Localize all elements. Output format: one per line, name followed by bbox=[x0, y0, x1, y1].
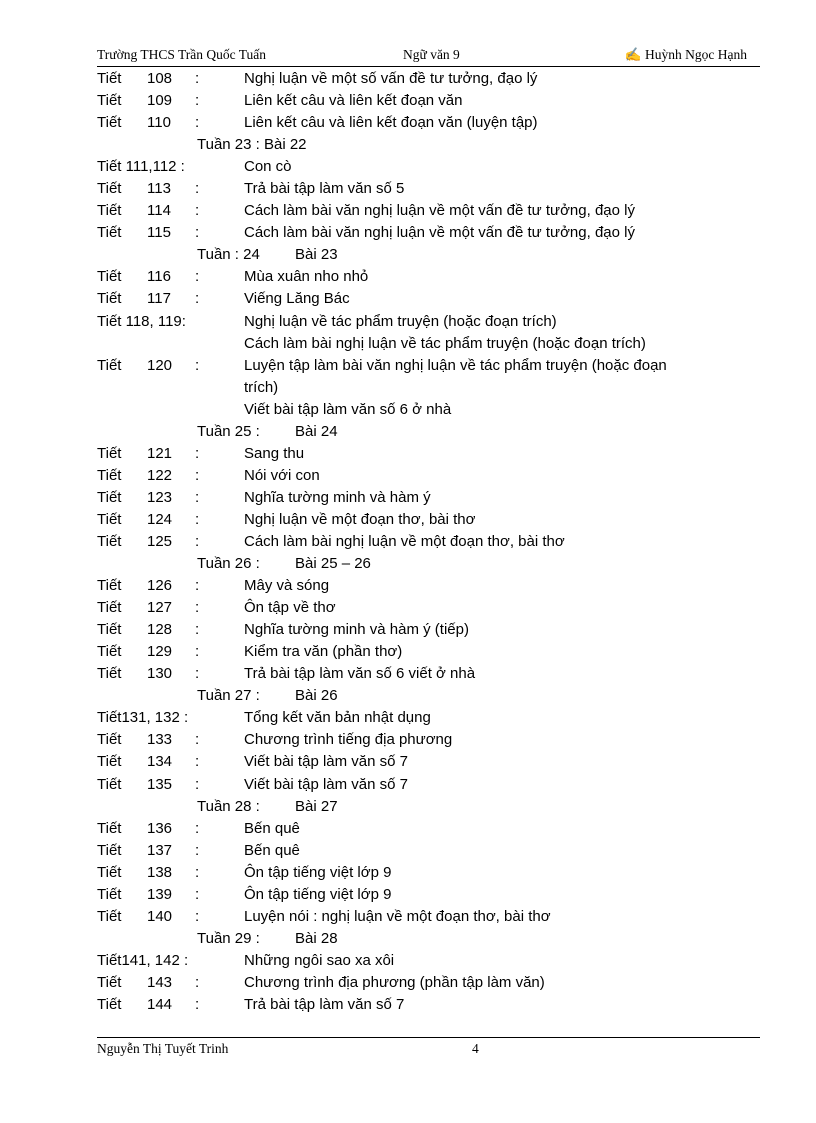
lesson-row bbox=[97, 465, 760, 487]
bai-label: Bài 26 bbox=[295, 687, 338, 705]
lesson-tiet-label: Tiết bbox=[97, 731, 122, 749]
lesson-title: Nghĩa tường minh và hàm ý bbox=[244, 488, 431, 506]
lesson-tiet-label: Tiết bbox=[97, 973, 122, 991]
lesson-title: Ôn tập tiếng việt lớp 9 bbox=[244, 885, 392, 903]
lesson-tiet-label: Tiết bbox=[97, 92, 122, 110]
lesson-colon: : bbox=[195, 268, 200, 286]
lesson-number: 129 bbox=[147, 643, 173, 661]
lesson-title: Bến quê bbox=[244, 841, 300, 859]
header-author: ✍ Huỳnh Ngọc Hạnh bbox=[624, 47, 747, 62]
lesson-number: 116 bbox=[147, 268, 171, 286]
lesson-number: 140 bbox=[147, 907, 173, 925]
lesson-colon: : bbox=[195, 599, 200, 617]
lesson-title: Trả bài tập làm văn số 6 viết ở nhà bbox=[244, 665, 476, 683]
week-heading-row bbox=[97, 134, 760, 156]
lesson-number: 124 bbox=[147, 510, 173, 528]
lesson-number: 138 bbox=[147, 863, 173, 881]
lesson-colon: : bbox=[195, 995, 200, 1013]
lesson-colon: : bbox=[195, 841, 200, 859]
lesson-number: 137 bbox=[147, 841, 173, 859]
lesson-tiet-label: Tiết bbox=[97, 665, 122, 683]
week-heading-row bbox=[97, 685, 760, 707]
lesson-colon: : bbox=[195, 70, 200, 87]
lesson-title: Trả bài tập làm văn số 5 bbox=[244, 180, 405, 198]
bai-label: Bài 25 – 26 bbox=[295, 555, 371, 573]
lesson-tiet-label: Tiết bbox=[97, 114, 122, 132]
lesson-combined-label: Tiết 111,112 : bbox=[97, 158, 185, 176]
lesson-tiet-label: Tiết bbox=[97, 356, 122, 374]
lesson-title: Viết bài tập làm văn số 7 bbox=[244, 753, 408, 771]
lesson-title: Cách làm bài nghị luận về một đoạn thơ, bài thơ bbox=[244, 532, 565, 550]
lesson-row bbox=[97, 884, 760, 906]
lesson-continuation-row bbox=[97, 377, 760, 399]
week-label: Tuần 27 : bbox=[197, 687, 260, 705]
lesson-row bbox=[97, 994, 760, 1016]
lesson-title: Kiểm tra văn (phần thơ) bbox=[244, 643, 403, 661]
lesson-number: 109 bbox=[147, 92, 173, 110]
bai-label: Bài 28 bbox=[295, 929, 338, 947]
lesson-number: 122 bbox=[147, 466, 173, 484]
lesson-colon: : bbox=[195, 466, 200, 484]
lesson-tiet-label: Tiết bbox=[97, 180, 122, 198]
week-heading-row bbox=[97, 421, 760, 443]
lesson-row bbox=[97, 200, 760, 222]
header-school: Trường THCS Trần Quốc Tuấn bbox=[97, 47, 267, 62]
header-subject: Ngữ văn 9 bbox=[403, 47, 460, 62]
lesson-tiet-label: Tiết bbox=[97, 290, 122, 308]
lesson-number: 113 bbox=[147, 180, 171, 198]
lesson-row bbox=[97, 972, 760, 994]
lesson-number: 135 bbox=[147, 775, 173, 793]
lesson-tiet-label: Tiết bbox=[97, 268, 122, 286]
lesson-colon: : bbox=[195, 290, 200, 308]
lesson-title: Viếng Lăng Bác bbox=[244, 290, 350, 308]
lesson-number: 110 bbox=[147, 114, 171, 132]
lesson-combined-label: Tiết141, 142 : bbox=[97, 951, 189, 969]
page-number: 4 bbox=[472, 1041, 479, 1056]
lesson-colon: : bbox=[195, 180, 200, 198]
lesson-row bbox=[97, 266, 760, 288]
lesson-tiet-label: Tiết bbox=[97, 863, 122, 881]
lesson-list bbox=[97, 68, 760, 1016]
lesson-colon: : bbox=[195, 532, 200, 550]
week-label: Tuần 25 : bbox=[197, 422, 260, 440]
lesson-number: 144 bbox=[147, 995, 173, 1013]
lesson-row bbox=[97, 575, 760, 597]
lesson-row bbox=[97, 90, 760, 112]
lesson-title: Viết bài tập làm văn số 7 bbox=[244, 775, 408, 793]
lesson-title: trích) bbox=[244, 378, 279, 396]
week-heading-row bbox=[97, 796, 760, 818]
lesson-colon: : bbox=[195, 577, 200, 595]
lesson-row bbox=[97, 443, 760, 465]
week-heading-row bbox=[97, 244, 760, 266]
lesson-row bbox=[97, 311, 760, 333]
lesson-number: 126 bbox=[147, 577, 173, 595]
lesson-row bbox=[97, 862, 760, 884]
lesson-colon: : bbox=[195, 973, 200, 991]
lesson-colon: : bbox=[195, 885, 200, 903]
lesson-title: Cách làm bài văn nghị luận về một vấn đề tư tưởng, đạo lý bbox=[244, 202, 635, 220]
lesson-colon: : bbox=[195, 775, 200, 793]
week-heading-row bbox=[97, 928, 760, 950]
lesson-tiet-label: Tiết bbox=[97, 577, 122, 595]
lesson-row bbox=[97, 641, 760, 663]
lesson-title: Luyện tập làm bài văn nghị luận về tác phẩm truyện (hoặc đoạn bbox=[244, 356, 667, 374]
lesson-number: 121 bbox=[147, 444, 173, 462]
lesson-combined-label: Tiết 118, 119: bbox=[97, 312, 186, 330]
lesson-title: Sang thu bbox=[244, 444, 305, 462]
lesson-colon: : bbox=[195, 114, 200, 132]
lesson-number: 117 bbox=[147, 290, 171, 308]
lesson-row bbox=[97, 355, 760, 377]
lesson-tiet-label: Tiết bbox=[97, 532, 122, 550]
lesson-title: Ôn tập tiếng việt lớp 9 bbox=[244, 863, 392, 881]
lesson-tiet-label: Tiết bbox=[97, 841, 122, 859]
lesson-row bbox=[97, 729, 760, 751]
week-label: Tuần : 24 bbox=[197, 246, 260, 264]
lesson-colon: : bbox=[195, 819, 200, 837]
lesson-row bbox=[97, 156, 760, 178]
lesson-title: Viết bài tập làm văn số 6 ở nhà bbox=[244, 400, 452, 418]
lesson-row bbox=[97, 178, 760, 200]
lesson-title: Bến quê bbox=[244, 819, 300, 837]
lesson-colon: : bbox=[195, 224, 200, 242]
lesson-title: Cách làm bài văn nghị luận về một vấn đề tư tưởng, đạo lý bbox=[244, 224, 635, 242]
lesson-colon: : bbox=[195, 863, 200, 881]
lesson-title: Liên kết câu và liên kết đoạn văn bbox=[244, 92, 463, 110]
footer-name: Nguyễn Thị Tuyết Trinh bbox=[97, 1041, 229, 1056]
lesson-number: 127 bbox=[147, 599, 173, 617]
lesson-row bbox=[97, 531, 760, 553]
lesson-colon: : bbox=[195, 202, 200, 220]
lesson-title: Trả bài tập làm văn số 7 bbox=[244, 995, 405, 1013]
lesson-number: 139 bbox=[147, 885, 173, 903]
lesson-colon: : bbox=[195, 731, 200, 749]
lesson-row bbox=[97, 950, 760, 972]
lesson-tiet-label: Tiết bbox=[97, 643, 122, 661]
lesson-row bbox=[97, 818, 760, 840]
lesson-tiet-label: Tiết bbox=[97, 488, 122, 506]
lesson-tiet-label: Tiết bbox=[97, 885, 122, 903]
lesson-colon: : bbox=[195, 92, 200, 110]
week-label: Tuần 26 : bbox=[197, 555, 260, 573]
header-rule bbox=[97, 66, 760, 67]
lesson-tiet-label: Tiết bbox=[97, 775, 122, 793]
lesson-colon: : bbox=[195, 643, 200, 661]
lesson-title: Nghị luận về một đoạn thơ, bài thơ bbox=[244, 510, 476, 528]
week-label: Tuần 23 : Bài 22 bbox=[197, 136, 307, 154]
lesson-title: Con cò bbox=[244, 158, 292, 176]
lesson-title: Mùa xuân nho nhỏ bbox=[244, 268, 369, 286]
lesson-title: Liên kết câu và liên kết đoạn văn (luyện tập) bbox=[244, 114, 538, 132]
lesson-title: Mây và sóng bbox=[244, 577, 330, 595]
bai-label: Bài 24 bbox=[295, 422, 338, 440]
lesson-row bbox=[97, 707, 760, 729]
lesson-row bbox=[97, 906, 760, 928]
lesson-number: 108 bbox=[147, 70, 173, 87]
lesson-tiet-label: Tiết bbox=[97, 510, 122, 528]
page-footer bbox=[97, 1041, 760, 1061]
lesson-colon: : bbox=[195, 488, 200, 506]
lesson-row bbox=[97, 774, 760, 796]
lesson-number: 143 bbox=[147, 973, 173, 991]
lesson-colon: : bbox=[195, 753, 200, 771]
lesson-tiet-label: Tiết bbox=[97, 466, 122, 484]
lesson-row bbox=[97, 288, 760, 310]
lesson-tiet-label: Tiết bbox=[97, 995, 122, 1013]
lesson-tiet-label: Tiết bbox=[97, 70, 122, 87]
lesson-number: 133 bbox=[147, 731, 173, 749]
lesson-tiet-label: Tiết bbox=[97, 224, 122, 242]
week-label: Tuần 28 : bbox=[197, 797, 260, 815]
lesson-title: Cách làm bài nghị luận về tác phẩm truyện (hoặc đoạn trích) bbox=[244, 334, 646, 352]
lesson-row bbox=[97, 487, 760, 509]
lesson-row bbox=[97, 597, 760, 619]
lesson-row bbox=[97, 68, 760, 90]
lesson-title: Chương trình tiếng địa phương bbox=[244, 731, 453, 749]
lesson-tiet-label: Tiết bbox=[97, 907, 122, 925]
page-header bbox=[97, 47, 747, 67]
lesson-number: 128 bbox=[147, 621, 173, 639]
week-label: Tuần 29 : bbox=[197, 929, 260, 947]
lesson-row bbox=[97, 509, 760, 531]
lesson-colon: : bbox=[195, 444, 200, 462]
lesson-row bbox=[97, 619, 760, 641]
lesson-continuation-row bbox=[97, 399, 760, 421]
lesson-number: 125 bbox=[147, 532, 173, 550]
lesson-title: Nghị luận về tác phẩm truyện (hoặc đoạn trích) bbox=[244, 312, 557, 330]
lesson-colon: : bbox=[195, 665, 200, 683]
footer-rule bbox=[97, 1037, 760, 1038]
lesson-row bbox=[97, 840, 760, 862]
lesson-colon: : bbox=[195, 510, 200, 528]
lesson-title: Ôn tập về thơ bbox=[244, 599, 336, 617]
lesson-number: 120 bbox=[147, 356, 173, 374]
lesson-title: Chương trình địa phương (phần tập làm văn) bbox=[244, 973, 545, 991]
lesson-row bbox=[97, 112, 760, 134]
bai-label: Bài 27 bbox=[295, 797, 338, 815]
lesson-colon: : bbox=[195, 621, 200, 639]
lesson-title: Nghĩa tường minh và hàm ý (tiếp) bbox=[244, 621, 469, 639]
lesson-colon: : bbox=[195, 907, 200, 925]
lesson-number: 130 bbox=[147, 665, 173, 683]
lesson-number: 136 bbox=[147, 819, 173, 837]
lesson-number: 134 bbox=[147, 753, 173, 771]
lesson-title: Luyện nói : nghị luận về một đoạn thơ, bài thơ bbox=[244, 907, 551, 925]
lesson-title: Nói với con bbox=[244, 466, 320, 484]
lesson-title: Tổng kết văn bản nhật dụng bbox=[244, 709, 431, 727]
lesson-tiet-label: Tiết bbox=[97, 621, 122, 639]
lesson-row bbox=[97, 222, 760, 244]
lesson-tiet-label: Tiết bbox=[97, 444, 122, 462]
lesson-tiet-label: Tiết bbox=[97, 753, 122, 771]
lesson-row bbox=[97, 663, 760, 685]
lesson-combined-label: Tiết131, 132 : bbox=[97, 709, 189, 727]
lesson-row bbox=[97, 751, 760, 773]
lesson-number: 114 bbox=[147, 202, 171, 220]
lesson-title: Những ngôi sao xa xôi bbox=[244, 951, 395, 969]
bai-label: Bài 23 bbox=[295, 246, 338, 264]
lesson-title: Nghị luận về một số vấn đề tư tưởng, đạo lý bbox=[244, 70, 538, 87]
lesson-tiet-label: Tiết bbox=[97, 819, 122, 837]
lesson-colon: : bbox=[195, 356, 200, 374]
lesson-number: 123 bbox=[147, 488, 173, 506]
lesson-continuation-row bbox=[97, 333, 760, 355]
lesson-tiet-label: Tiết bbox=[97, 202, 122, 220]
week-heading-row bbox=[97, 553, 760, 575]
lesson-number: 115 bbox=[147, 224, 171, 242]
lesson-tiet-label: Tiết bbox=[97, 599, 122, 617]
